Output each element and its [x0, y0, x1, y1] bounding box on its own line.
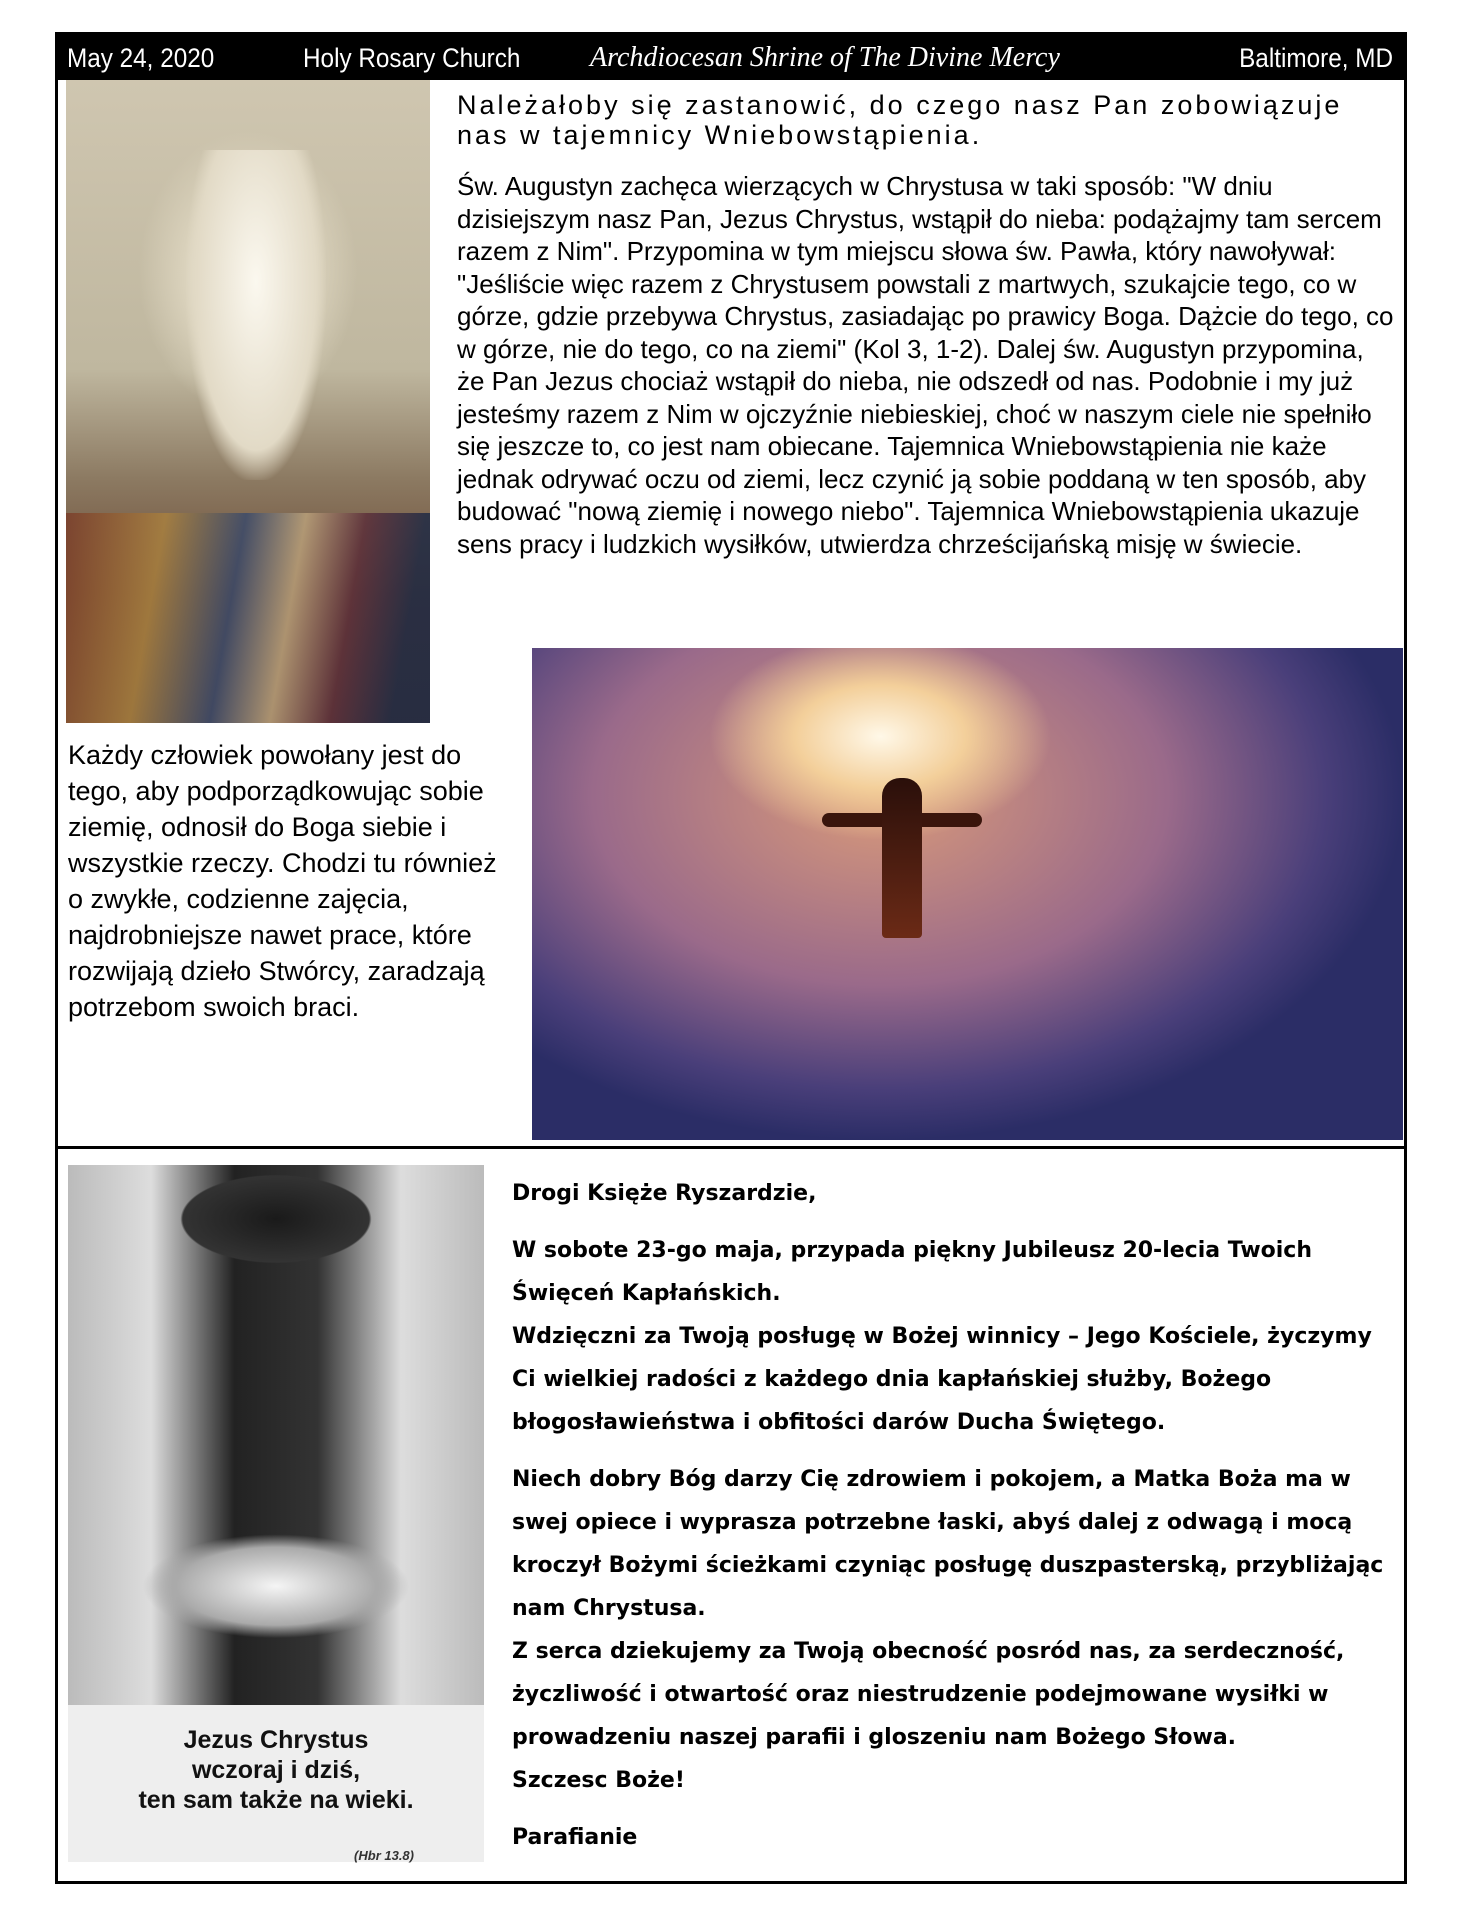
chalice-image [68, 1165, 484, 1862]
bulletin-header [55, 32, 1407, 80]
figure-silhouette [882, 778, 922, 938]
jubilee-letter [512, 1172, 1392, 1873]
letter-salutation: Drogi Księże Ryszardzie, [512, 1181, 817, 1206]
letter-blessing: Szczesc Boże! [512, 1768, 685, 1793]
christ-figure [186, 150, 326, 480]
caption-line-3: ten sam także na wieki. [138, 1786, 414, 1814]
article-paragraph-1: Św. Augustyn zachęca wierzących w Chrystusa w taki sposób: "W dniu dzisiejszym nasz Pan, Jezus Chrystus, wstąpił do nieba: podążajmy tam sercem razem z Nim". Przypomina w tym miejscu słowa św. Pawła, który nawoływał: "Jeśliście więc razem z Chrystusem powstali z martwych, szukajcie tego, co w górze, gdzie przebywa Chrystus, zasiadając po prawicy Boga. Dążcie do tego, co w górze, nie do tego, co na ziemi" (Kol 3, 1-2). Dalej św. Augustyn przypomina, że Pan Jezus chociaż wstąpił do nieba, nie odszedł od nas. Podobnie i my już jesteśmy razem z Nim w ojczyźnie niebieskiej, choć w naszym ciele nie spełniło się jeszcze to, co jest nam obiecane. Tajemnica Wniebowstąpienia nie każe jednak odrywać oczu od ziemi, lecz czynić ją sobie poddaną w ten sposób, aby budować "nową ziemię i nowego niebo". Tajemnica Wniebowstąpienia ukazuje sens pracy i ludzkich wysiłków, utwierdza chrześcijańską misję w świecie. [457, 171, 1394, 559]
caption-line-2: wczoraj i dziś, [191, 1756, 361, 1784]
article-lead: Należałoby się zastanowić, do czego nasz Pan zobowiązuje nas w tajemnicy Wniebowstąpienia. [457, 90, 1343, 150]
header-date: May 24, 2020 [67, 43, 215, 73]
apostles-group [66, 513, 430, 723]
caption-line-1: Jezus Chrystus [183, 1726, 369, 1754]
letter-signature: Parafianie [512, 1825, 638, 1850]
letter-paragraph-2: Wdzięczni za Twoją posługę w Bożej winnicy – Jego Kościele, życzymy Ci wielkiej radości z każdego dnia kapłańskiej służby, Bożego błogosławieństwa i obfitości darów Ducha Świętego. [512, 1324, 1372, 1435]
header-city: Baltimore, MD [1239, 43, 1393, 73]
letter-paragraph-4: Z serca dziekujemy za Twoją obecność posród nas, za serdeczność, życzliwość i otwartość oraz niestrudzenie podejmowane wysiłki w prowadzeniu naszej parafii i gloszeniu nam Bożego Słowa. [512, 1639, 1345, 1750]
article-paragraph-2: Każdy człowiek powołany jest do tego, aby podporządkowując sobie ziemię, odnosił do Boga siebie i wszystkie rzeczy. Chodzi tu również o zwykłe, codzienne zajęcia, najdrobniejsze nawet prace, które rozwijają dzieło Stwórcy, zaradzają potrzebom swoich braci. [68, 740, 497, 1022]
caption-reference: (Hbr 13.8) [354, 1848, 414, 1863]
christ-in-clouds-image [532, 648, 1403, 1140]
chalice-photo [68, 1165, 484, 1705]
letter-paragraph-3: Niech dobry Bóg darzy Cię zdrowiem i pokojem, a Matka Boża ma w swej opiece i wyprasza potrzebne łaski, abyś dalej z odwagą i mocą kroczył Bożymi ścieżkami czyniąc posługę duszpasterską, przybliżając nam Chrystusa. [512, 1467, 1384, 1621]
section-divider [55, 1146, 1407, 1149]
chalice-caption [68, 1725, 484, 1815]
header-shrine: Archdiocesan Shrine of The Divine Mercy [590, 42, 1060, 73]
letter-paragraph-1: W sobote 23-go maja, przypada piękny Jubileusz 20-lecia Twoich Święceń Kapłańskich. [512, 1238, 1313, 1306]
header-church: Holy Rosary Church [303, 43, 521, 73]
ascension-painting-image [66, 80, 430, 723]
